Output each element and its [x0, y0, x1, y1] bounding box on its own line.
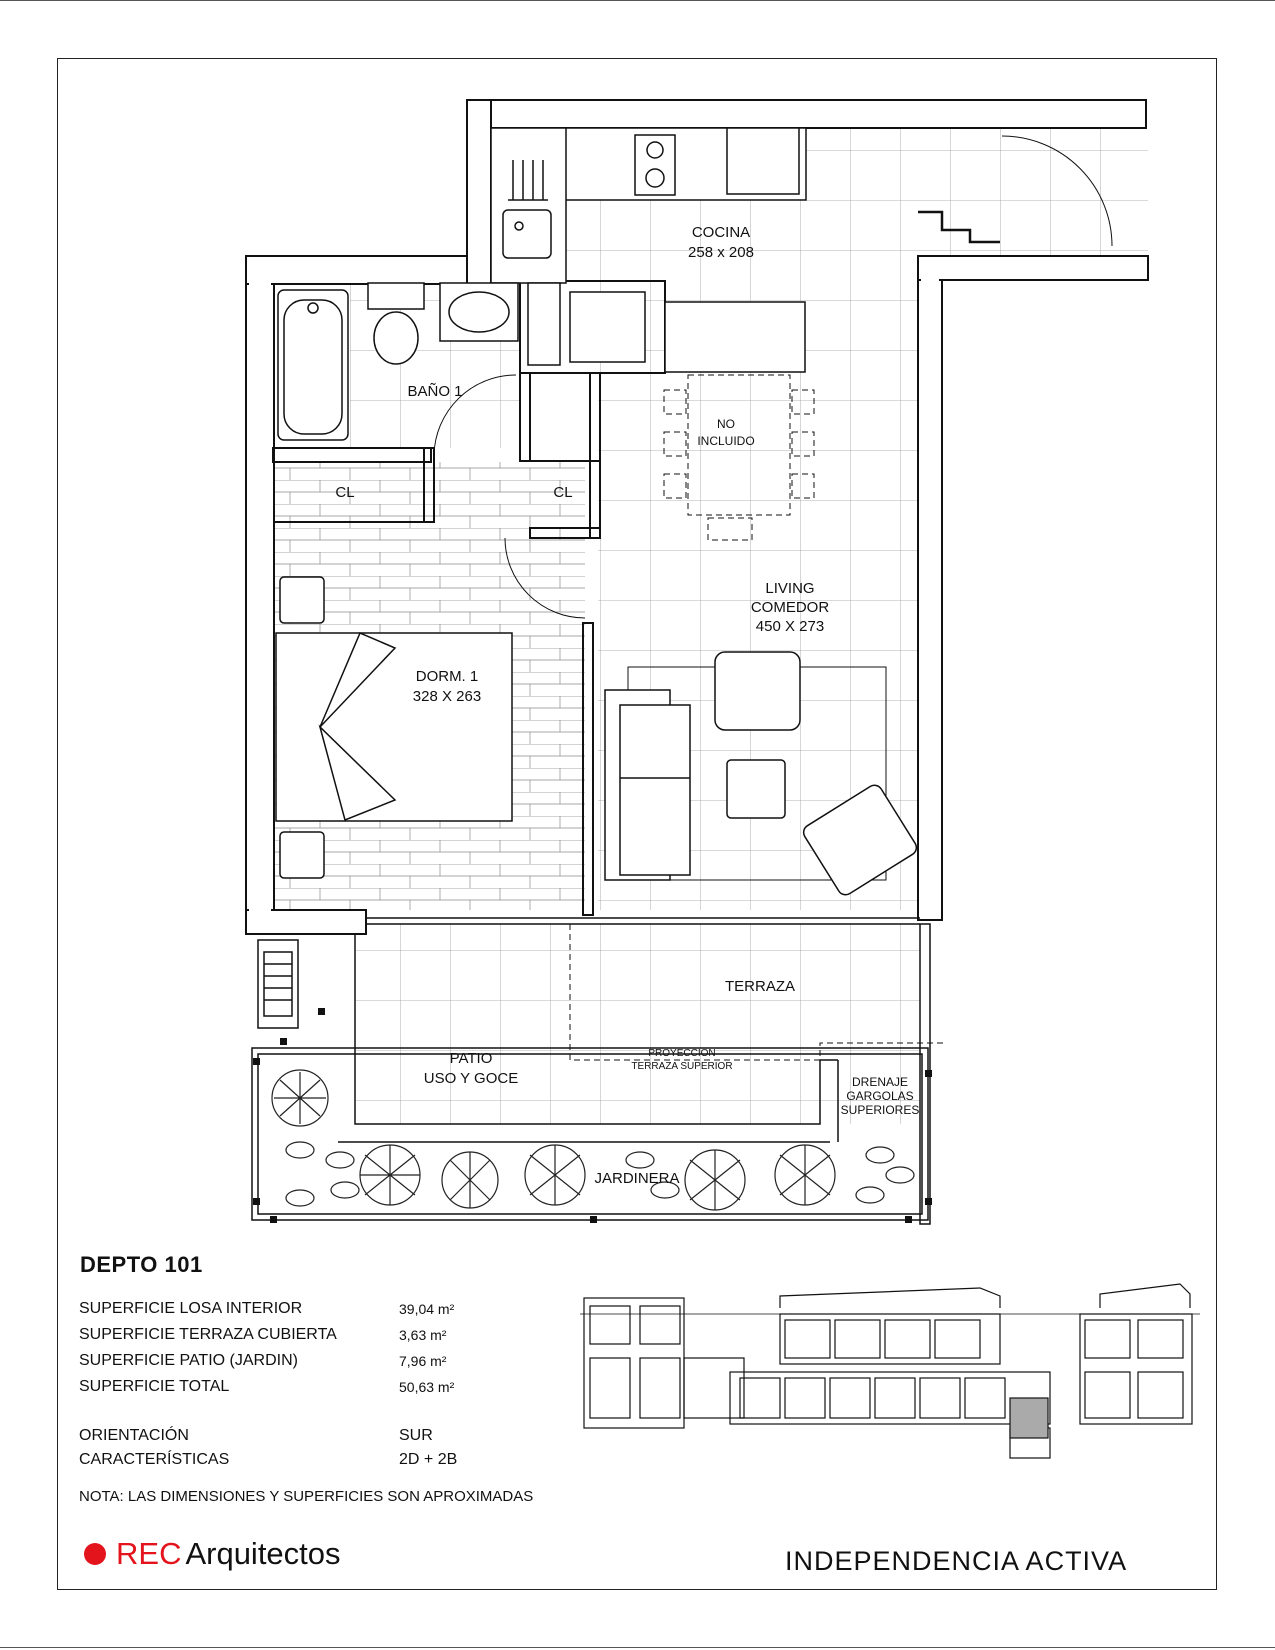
- area-row: [79, 1374, 519, 1400]
- planter-label: JARDINERA: [594, 1170, 680, 1187]
- washbasin: [440, 283, 518, 341]
- terrace-label: TERRAZA: [724, 978, 796, 995]
- kitchen-label: COCINA: [691, 224, 751, 241]
- orientation-label: ORIENTACIÓN: [79, 1427, 189, 1444]
- living-label-1: LIVING: [765, 580, 815, 597]
- logo-arquitectos-text: Arquitectos: [185, 1536, 341, 1571]
- living-label-2: COMEDOR: [750, 599, 830, 616]
- utility-box: [258, 940, 298, 1028]
- area-label: SUPERFICIE LOSA INTERIOR: [79, 1300, 303, 1317]
- drainage-label-2: GARGOLAS: [846, 1089, 914, 1103]
- bedroom-label: DORM. 1: [415, 668, 479, 685]
- area-label: SUPERFICIE TERRAZA CUBIERTA: [79, 1326, 337, 1343]
- orientation-value: SUR: [399, 1427, 433, 1444]
- projection-label-2: TERRAZA SUPERIOR: [631, 1061, 733, 1072]
- area-value: 50,63 m²: [399, 1379, 455, 1395]
- rec-logo: [84, 1536, 341, 1572]
- projection-label-1: PROYECCION: [648, 1048, 716, 1059]
- features-value: 2D + 2B: [399, 1451, 458, 1468]
- features-row: [79, 1448, 457, 1472]
- not-included-label-1: NO: [717, 417, 735, 431]
- area-label: SUPERFICIE PATIO (JARDIN): [79, 1352, 298, 1369]
- closet-label-2: CL: [553, 484, 573, 501]
- area-label: SUPERFICIE TOTAL: [79, 1378, 230, 1395]
- patio-label-2: USO Y GOCE: [423, 1070, 519, 1087]
- area-row: [79, 1296, 519, 1322]
- logo-dot-icon: [84, 1543, 106, 1565]
- key-plan: [580, 1278, 1200, 1468]
- project-name: INDEPENDENCIA ACTIVA: [785, 1546, 1128, 1576]
- drainage-label-3: SUPERIORES: [840, 1103, 920, 1117]
- bedroom-dims: 328 X 263: [412, 688, 482, 705]
- area-row: [79, 1322, 519, 1348]
- not-included-label-2: INCLUIDO: [697, 434, 755, 448]
- orientation-row: [79, 1424, 457, 1448]
- dimensions-note: NOTA: LAS DIMENSIONES Y SUPERFICIES SON APROXIMADAS: [79, 1488, 534, 1505]
- area-table: [79, 1296, 519, 1400]
- area-row: [79, 1348, 519, 1374]
- unit-title: DEPTO 101: [80, 1252, 203, 1277]
- living-dims: 450 X 273: [755, 618, 825, 635]
- features-label: CARACTERÍSTICAS: [79, 1451, 230, 1468]
- area-value: 7,96 m²: [399, 1353, 447, 1369]
- highlighted-unit: [1010, 1398, 1048, 1438]
- patio-label-1: PATIO: [449, 1050, 493, 1067]
- closet-label-1: CL: [335, 484, 355, 501]
- logo-rec-text: REC: [116, 1536, 182, 1571]
- bathroom-label: BAÑO 1: [407, 383, 463, 400]
- area-value: 39,04 m²: [399, 1301, 455, 1317]
- bottom-border-line: [0, 1647, 1275, 1648]
- area-value: 3,63 m²: [399, 1327, 447, 1343]
- bathtub: [278, 290, 348, 440]
- unit-info: [79, 1424, 457, 1472]
- drainage-label-1: DRENAJE: [851, 1075, 909, 1089]
- kitchen-dims: 258 x 208: [688, 244, 754, 261]
